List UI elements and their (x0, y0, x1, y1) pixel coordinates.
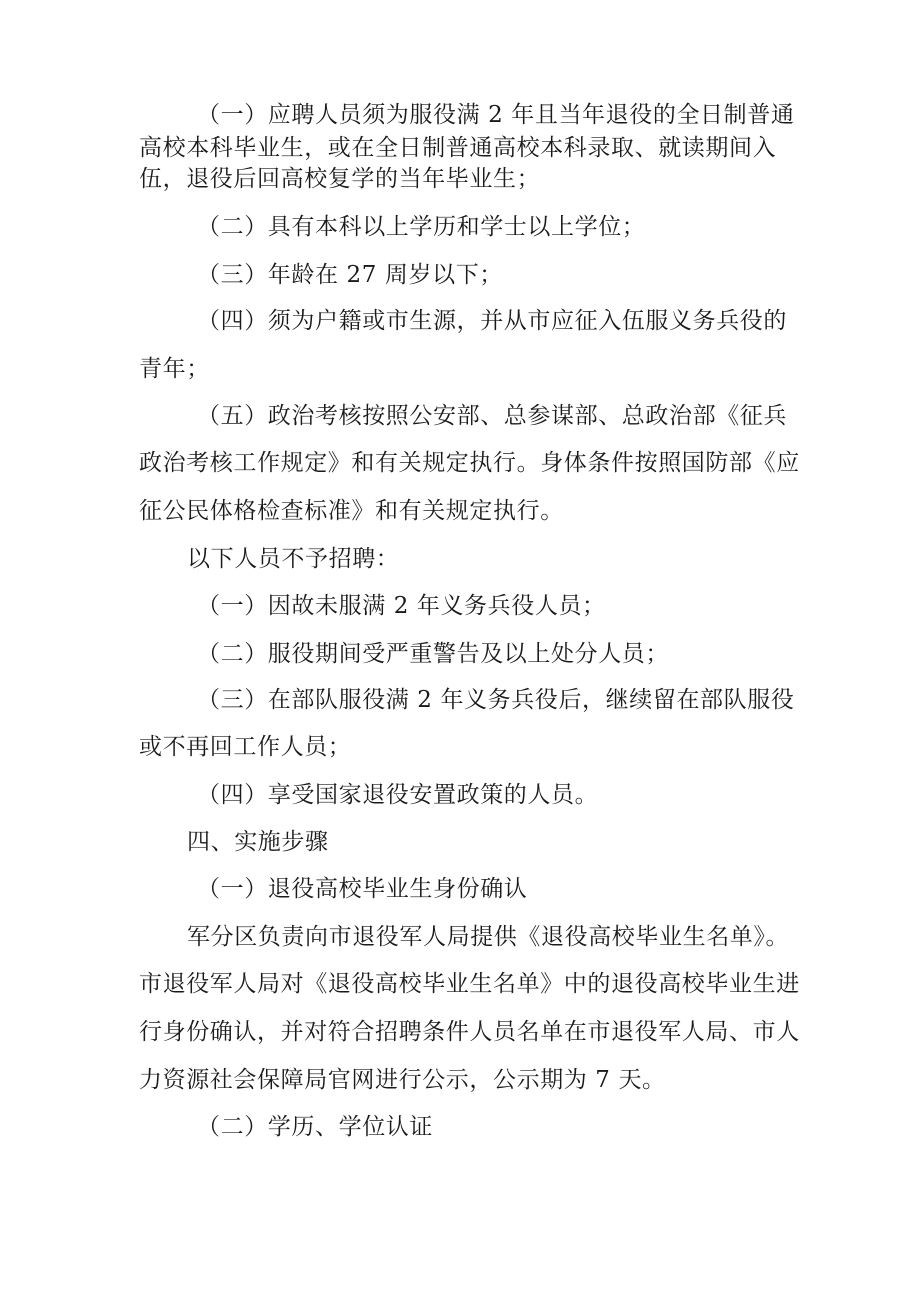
text-line: （四）享受国家退役安置政策的人员。 (197, 782, 599, 808)
text-line: 政治考核工作规定》和有关规定执行。身体条件按照国防部《应 (139, 450, 800, 476)
text-line: 以下人员不予招聘： (187, 546, 400, 572)
text-line: 伍，退役后回高校复学的当年毕业生； (139, 166, 541, 192)
text-line: （二）具有本科以上学历和学士以上学位； (197, 214, 646, 240)
subsection-heading: （一）退役高校毕业生身份确认 (197, 876, 528, 902)
text-line: （五）政治考核按照公安部、总参谋部、总政治部《征兵 (197, 403, 787, 429)
text-line: （四）须为户籍或市生源，并从市应征入伍服义务兵役的 (197, 308, 787, 334)
text-line: 行身份确认，并对符合招聘条件人员名单在市退役军人局、市人 (139, 1019, 800, 1045)
text-line: 军分区负责向市退役军人局提供《退役高校毕业生名单》。 (187, 924, 790, 950)
text-line: 高校本科毕业生，或在全日制普通高校本科录取、就读期间入 (139, 135, 777, 161)
text-line: 青年； (139, 356, 210, 382)
text-line: 或不再回工作人员； (139, 734, 352, 760)
text-line: （一）因故未服满 2 年义务兵役人员； (197, 593, 606, 619)
text-line: 征公民体格检查标准》和有关规定执行。 (139, 498, 564, 524)
subsection-heading: （二）学历、学位认证 (197, 1114, 433, 1140)
text-line: 市退役军人局对《退役高校毕业生名单》中的退役高校毕业生进 (139, 971, 800, 997)
section-heading: 四、实施步骤 (187, 829, 329, 855)
text-line: （三）年龄在 27 周岁以下； (197, 262, 503, 288)
text-line: 力资源社会保障局官网进行公示，公示期为 7 天。 (139, 1067, 666, 1093)
text-line: （二）服役期间受严重警告及以上处分人员； (197, 641, 669, 667)
text-line: （一）应聘人员须为服役满 2 年且当年退役的全日制普通 (197, 102, 795, 128)
text-line: （三）在部队服役满 2 年义务兵役后，继续留在部队服役 (197, 687, 795, 713)
